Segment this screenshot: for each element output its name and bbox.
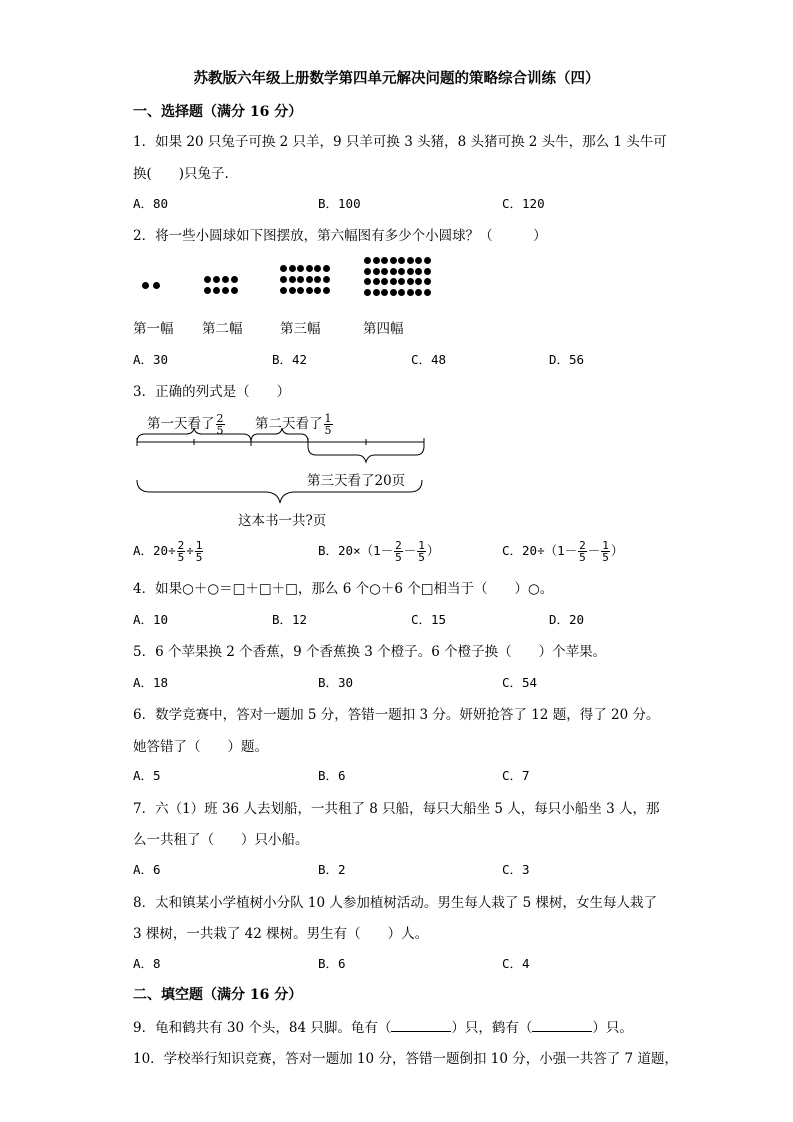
question-8-line-1: 8．太和镇某小学植树小分队 10 人参加植树活动。男生每人栽了 5 棵树，女生每人栽了 — [133, 895, 658, 911]
question-6-line-1: 6．数学竞赛中，答对一题加 5 分，答错一题扣 3 分。妍妍抢答了 12 题，得了 20 分。 — [133, 707, 660, 723]
question-8-line-2: 3 棵树，一共栽了 42 棵树。男生有（ ）人。 — [133, 926, 429, 942]
question-7-line-1: 7．六（1）班 36 人去划船，一共租了 8 只船，每只大船坐 5 人，每只小船坐 3 人，那 — [133, 801, 660, 817]
q4-option-c: C．15 — [411, 612, 447, 627]
segment-label-day3: 第三天看了20页 — [307, 473, 406, 489]
q7-option-a: A．6 — [133, 862, 161, 877]
question-2-line-1: 2．将一些小圆球如下图摆放，第六幅图有多少个小圆球？（ ） — [133, 228, 547, 244]
q8-option-b: B．6 — [318, 956, 346, 971]
q6-option-b: B．6 — [318, 768, 346, 783]
question-4-line-1: 4．如果○＋○＝□＋□＋□，那么 6 个○＋6 个□相当于（ ）○。 — [133, 581, 554, 597]
figure-label-1: 第一幅 — [133, 321, 174, 337]
q5-option-c: C．54 — [502, 675, 538, 690]
question-1-line-1: 1．如果 20 只兔子可换 2 只羊，9 只羊可换 3 头猪，8 头猪可换 2 头牛，那么 1 头牛可 — [133, 134, 667, 150]
q1-option-b: B．100 — [318, 196, 361, 211]
question-1-line-2: 换( )只兔子. — [133, 166, 229, 182]
question-10-line-1: 10．学校举行知识竞赛，答对一题加 10 分，答错一题倒扣 10 分，小强一共答了 7 道题， — [133, 1051, 678, 1067]
q5-option-a: A．18 — [133, 675, 169, 690]
q7-option-c: C．3 — [502, 862, 530, 877]
q3-option-a: A．20÷ $\frac{2}{5}$ ÷ $\frac{1}{5}$ — [133, 539, 203, 564]
question-6-line-2: 她答错了（ ）题。 — [133, 739, 268, 755]
q1-option-c: C．120 — [502, 196, 545, 211]
q3-option-b: B．20×（1－ $\frac{2}{5}$ － $\frac{1}{5}$ ） — [318, 539, 440, 564]
q2-option-c: C．48 — [411, 352, 447, 367]
answer-blank-turtles[interactable] — [391, 1019, 451, 1032]
q4-option-a: A．10 — [133, 612, 169, 627]
question-9: 9．龟和鹤共有 30 个头，84 只脚。龟有（ ）只，鹤有（ ）只。 — [133, 1020, 633, 1036]
q6-option-c: C．7 — [502, 768, 530, 783]
q2-option-a: A．30 — [133, 352, 169, 367]
q5-option-b: B．30 — [318, 675, 354, 690]
page-title: 苏教版六年级上册数学第四单元解决问题的策略综合训练（四） — [193, 70, 600, 87]
q8-option-c: C．4 — [502, 956, 530, 971]
question-7-line-2: 么一共租了（ ）只小船。 — [133, 832, 309, 848]
q3-option-c: C．20÷（1－ $\frac{2}{5}$ － $\frac{1}{5}$ ） — [502, 539, 624, 564]
q1-option-a: A．80 — [133, 196, 169, 211]
figure-label-3: 第三幅 — [280, 321, 321, 337]
q6-option-a: A．5 — [133, 768, 161, 783]
q4-option-d: D．20 — [549, 612, 585, 627]
section-fill-heading: 二、填空题（满分 16 分） — [133, 987, 303, 1003]
question-5-line-1: 5．6 个苹果换 2 个香蕉，9 个香蕉换 3 个橙子。6 个橙子换（ ）个苹果。 — [133, 644, 607, 660]
q8-option-a: A．8 — [133, 956, 161, 971]
q2-option-d: D．56 — [549, 352, 585, 367]
figure-label-4: 第四幅 — [363, 321, 404, 337]
answer-blank-cranes[interactable] — [532, 1019, 592, 1032]
q4-option-b: B．12 — [272, 612, 308, 627]
segment-label-day2: 第二天看了 $\frac{1}{5}$ — [255, 412, 332, 437]
q2-option-b: B．42 — [272, 352, 308, 367]
question-3-line-1: 3．正确的列式是（ ） — [133, 384, 291, 400]
segment-label-day1: 第一天看了 $\frac{2}{5}$ — [147, 412, 224, 437]
figure-label-2: 第二幅 — [202, 321, 243, 337]
section-choice-heading: 一、选择题（满分 16 分） — [133, 104, 303, 120]
q7-option-b: B．2 — [318, 862, 346, 877]
total-label: 这本书一共?页 — [238, 513, 327, 529]
